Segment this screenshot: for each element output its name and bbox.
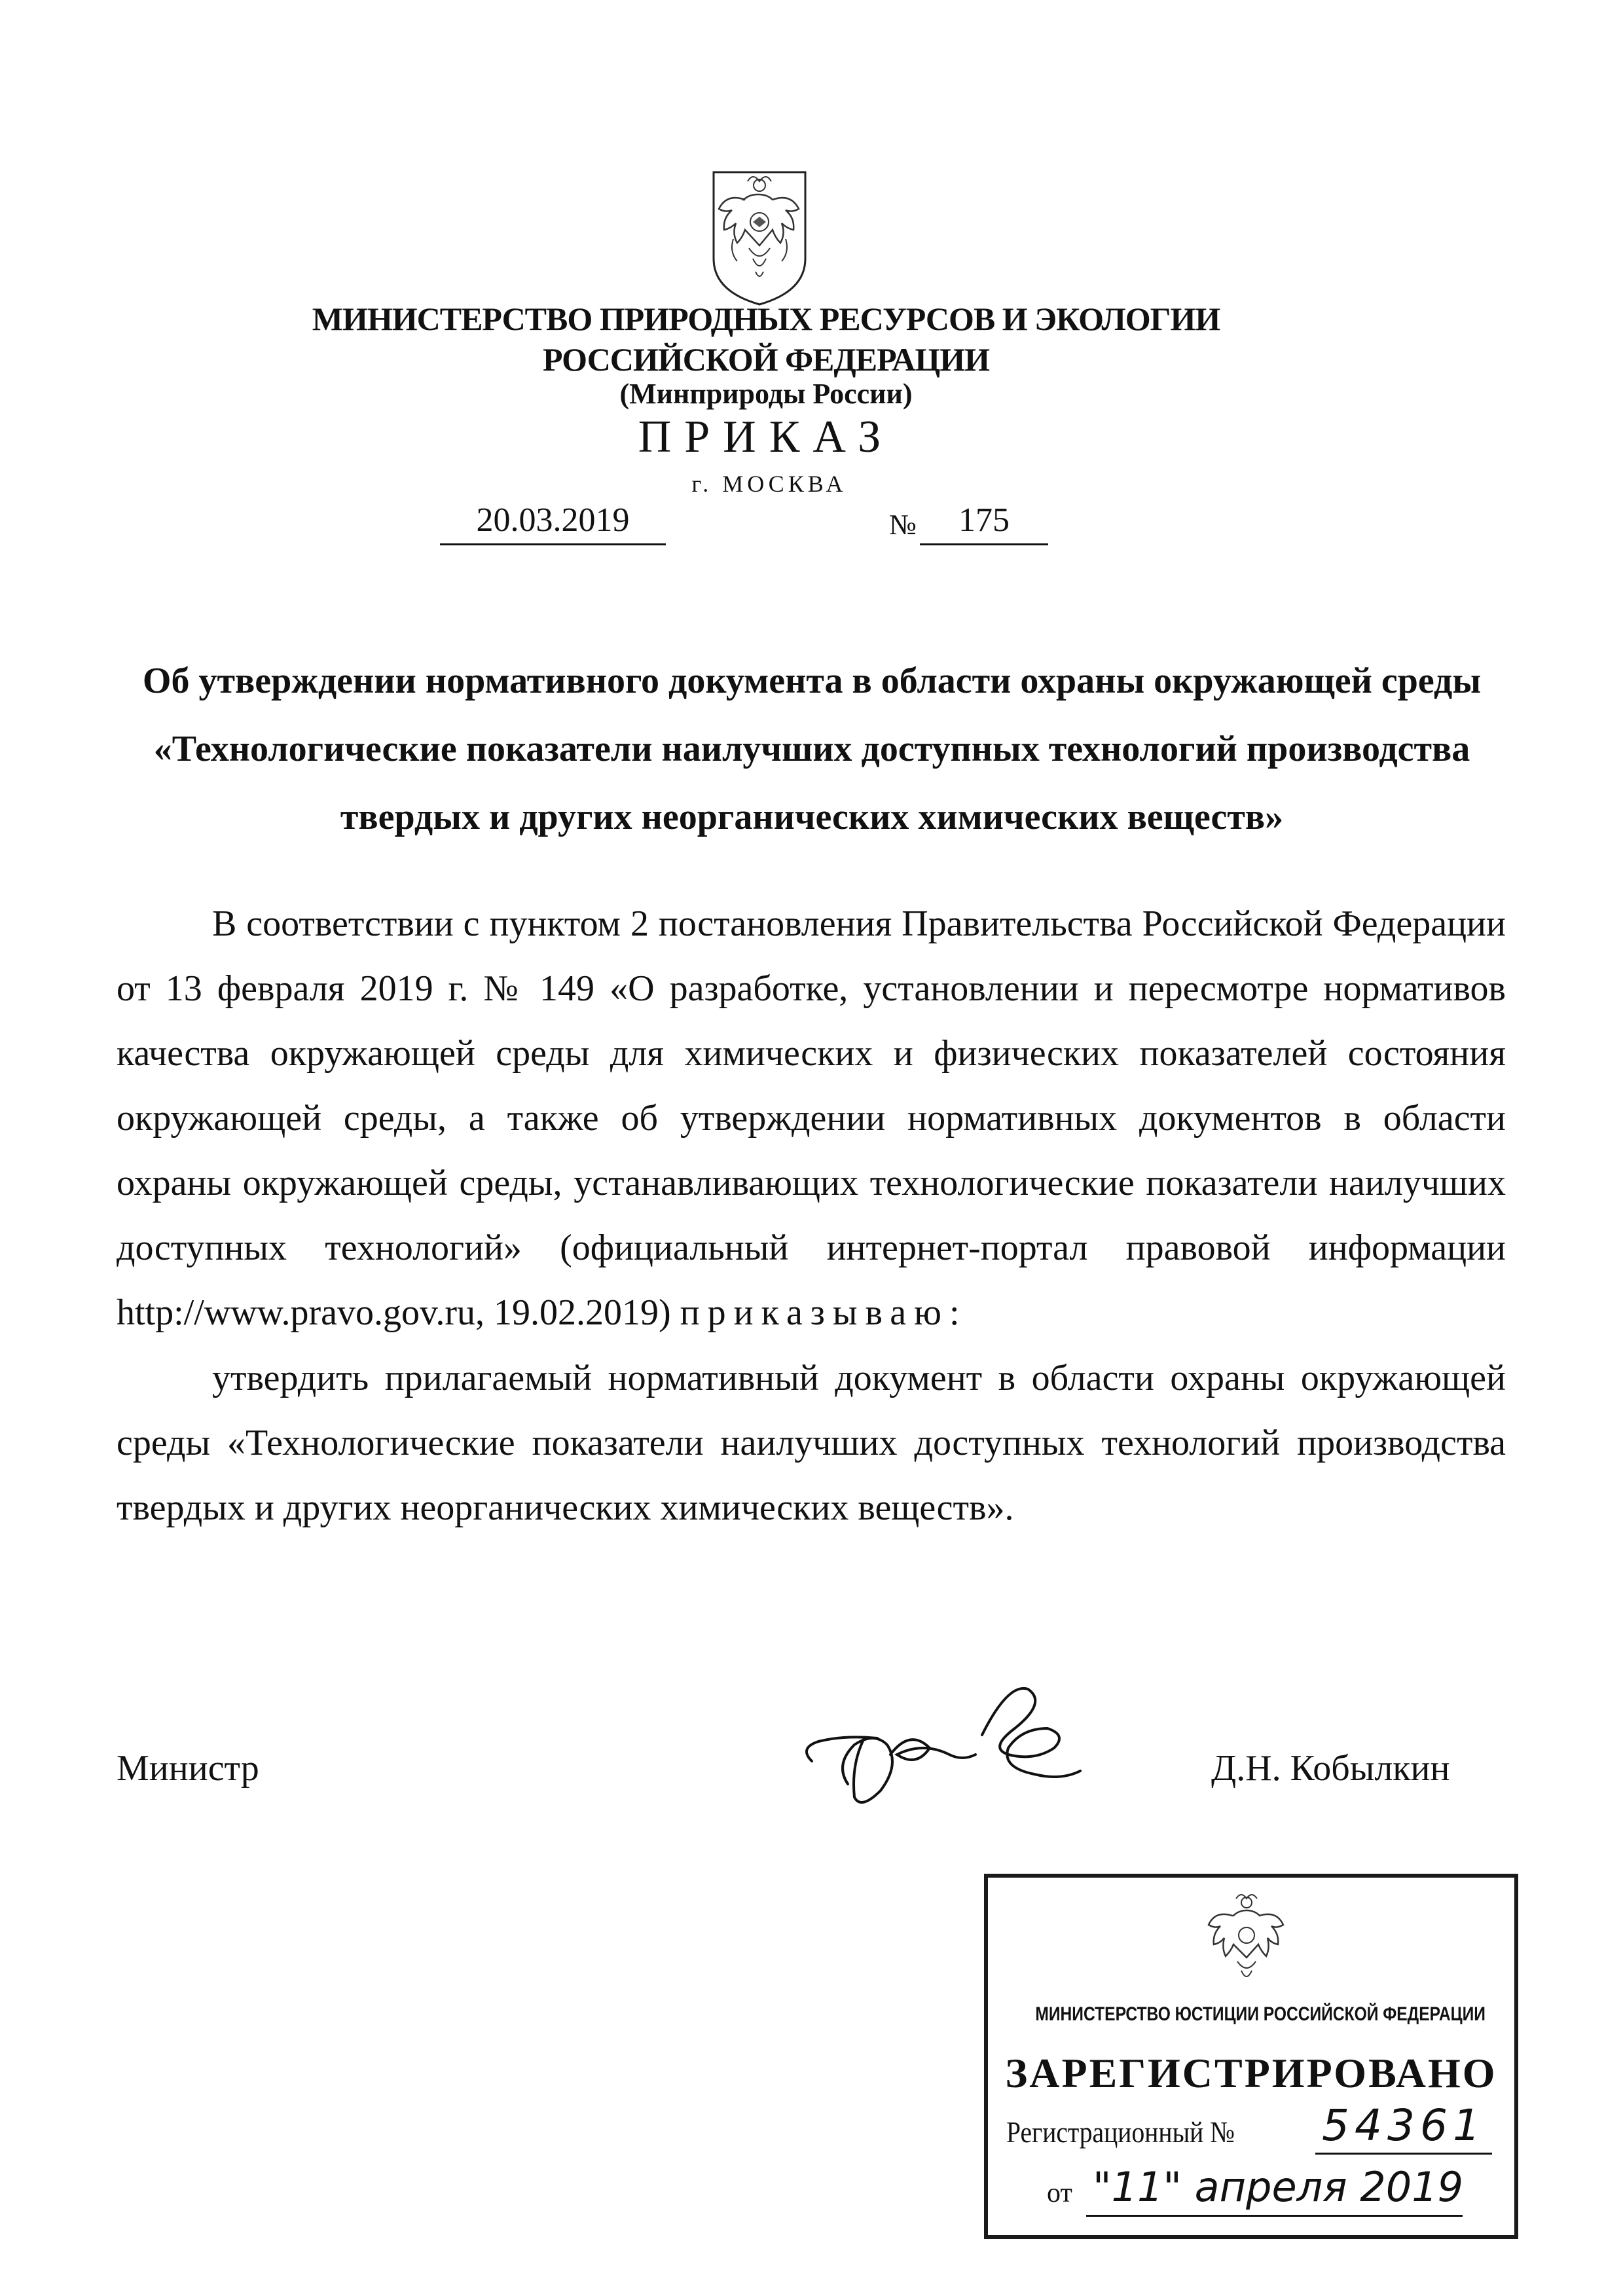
ministry-name-line2: РОССИЙСКОЙ ФЕДЕРАЦИИ bbox=[542, 341, 990, 378]
order-number: 175 bbox=[920, 498, 1048, 545]
ministry-short-name: (Минприроды России) bbox=[619, 378, 913, 410]
coat-of-arms-emblem bbox=[707, 167, 812, 308]
order-word: приказываю: bbox=[680, 1292, 968, 1333]
body-paragraph-2: утвердить прилагаемый нормативный документ в области охраны окружающей среды «Технологические показатели наилучших доступных технологий производства твердых и других неорганических химических веществ». bbox=[117, 1358, 1506, 1528]
stamp-eagle-icon bbox=[1201, 1889, 1292, 1988]
signatory-position: Министр bbox=[117, 1748, 259, 1789]
stamp-status: ЗАРЕГИСТРИРОВАНО bbox=[1005, 2050, 1497, 2096]
stamp-date-prefix: от bbox=[1047, 2178, 1072, 2208]
stamp-reg-underline bbox=[1315, 2153, 1492, 2155]
signatory-name: Д.Н. Кобылкин bbox=[1211, 1748, 1450, 1789]
number-sign: № bbox=[889, 509, 917, 541]
stamp-organization: МИНИСТЕРСТВО ЮСТИЦИИ РОССИЙСКОЙ ФЕДЕРАЦИИ bbox=[1035, 2003, 1486, 2025]
stamp-reg-label: Регистрационный № bbox=[1006, 2115, 1235, 2149]
ministry-name-line1: МИНИСТЕРСТВО ПРИРОДНЫХ РЕСУРСОВ И ЭКОЛОГИИ bbox=[312, 301, 1220, 337]
order-date: 20.03.2019 bbox=[440, 498, 666, 545]
city: г. МОСКВА bbox=[691, 471, 847, 497]
body-paragraph-1-text: В соответствии с пунктом 2 постановления Правительства Российской Федерации от 13 февраля 2019 г. № 149 «О разработке, установлении и пересмотре нормативов качества окружающей среды для химических и физических показателей состояния окружающей среды, а также об утверждении нормативных документов в области охраны окружающей среды, устанавливающих технологические показатели наилучших доступных технологий» (официальный интернет-портал правовой информации http://www.pravo.gov.ru, 19.02.2019) bbox=[117, 903, 1506, 1333]
handwritten-signature bbox=[792, 1663, 1100, 1813]
registration-stamp bbox=[984, 1874, 1518, 2239]
body-paragraph-1 bbox=[117, 892, 1506, 1345]
stamp-date-value: "11" апреля 2019 bbox=[1093, 2163, 1464, 2211]
stamp-reg-number: 54361 bbox=[1322, 2100, 1486, 2151]
document-title: Об утверждении нормативного документа в области охраны окружающей среды «Технологические показатели наилучших доступных технологий производства твердых и других неорганических химических веществ» bbox=[142, 661, 1482, 837]
document-type: ПРИКАЗ bbox=[638, 412, 894, 462]
stamp-date-underline bbox=[1086, 2215, 1463, 2217]
